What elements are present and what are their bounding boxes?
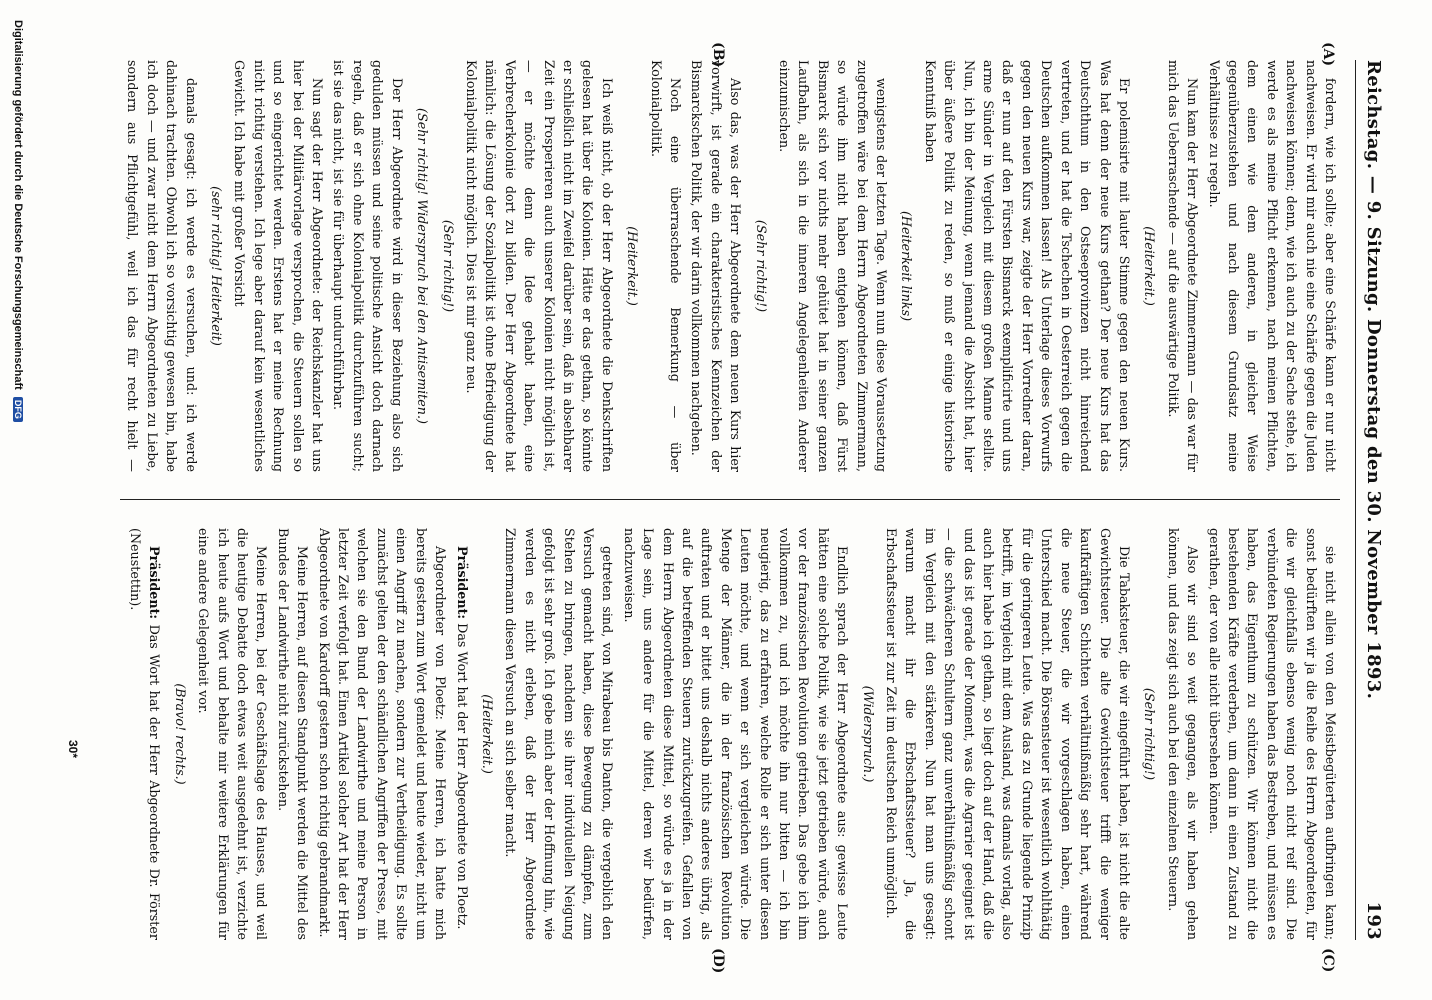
reaction: (Heiterkeit.) xyxy=(479,694,495,774)
reaction: (Bravo! rechts.) xyxy=(172,683,188,785)
digitization-note xyxy=(12,20,24,422)
reaction: (Sehr richtig! Widerspruch bei den Antisemiten.) xyxy=(415,108,431,424)
speech-text: Das Wort hat der Herr Abgeordnete von Ploetz. xyxy=(454,623,470,930)
paragraph: sie nicht allein von den Meistbegüterten aufbringen kann; sonst bedürften wir ja die Reihe des Herrn Abgeordneten, für die wir gleichfalls ebenso wenig noch nicht reif sind. Die verbündeten Regierungen haben das Bestreben, und müssen es haben, das Eigenthum zu schützen. Wir können nicht die bestehenden Kräfte verderben, um dann in einen Zustand zu gerathen, der von alle nicht übersehen können. xyxy=(1206,528,1338,940)
paragraph: damals gesagt: ich werde es versuchen, und: ich werde dahinach trachten. Obwohl ich so vorsichtig gewesen bin, habe ich doch — und zwar nicht dem Herrn Abgeordneten zu Liebe, sondern aus Pflichtgefühl, weil ich das für recht hielt — xyxy=(125,60,199,472)
paragraph: Noch eine überraschende Bemerkung — über Kolonialpolitik. xyxy=(648,60,683,472)
margin-mark-a: (A) xyxy=(1320,42,1336,67)
left-column xyxy=(120,60,1340,472)
paragraph: Die Tabaksteuer, die wir eingeführt haben, ist nicht die alte Gewichtsteuer. Die alte Gewichtsteuer trifft die weniger kaufkräftigen Schichten verhältnißmäßig sehr hart, während die neue Steuer, die wir vorgeschlagen haben, einen Unterschied macht. Die Börsensteuer ist wesentlich wohlthätig für die geringeren Leute. Was das zu Grunde liegende Prinzip betrifft, im Vergleich mit dem Ausland, was damals vorlag, also auch hier habe ich gethan, so liegt doch auf der Hand, daß die und das ist gerade der Moment, was die Agrarier geeignet ist — die schwächeren Schultern ganz unverhältnißmäßig schont im Vergleich mit den stärkeren. Nun hat man uns gesagt: warum macht ihr die Erbschaftssteuer? Ja, die Erbschaftssteuer ist zur Zeit im deutschen Reich unmöglich. xyxy=(884,528,1132,940)
reaction: (sehr richtig! Heiterkeit) xyxy=(209,186,225,346)
running-head: Reichstag. — 9. Sitzung. Donnerstag den 30. November 1893. xyxy=(1363,60,1384,700)
speech-text: Das Wort hat der Herr Abgeordnete Dr. Förster (Neustettin). xyxy=(128,528,163,940)
paragraph: Ich weiß nicht, ob der Herr Abgeordnete die Denkschriften gelesen hat über die Kolonien. Hätte er das gethan, so könnte er schließlich nicht im Zweifel darüber sein, daß in absehbarer Zeit ein Prosperieren auch unserer Kolonien nicht möglich ist, — er möchte denn die Idee gehabt haben, eine Verbrecherkolonie dort zu bilden. Der Herr Abgeordnete hat nämlich: die Lösung der Sozialpolitik ist ohne Befriedigung der Kolonialpolitik nicht möglich. Dies ist mir ganz neu. xyxy=(463,60,615,472)
digitization-text: Digitalisierung gefördert durch die Deutsche Forschungsgemeinschaft xyxy=(12,20,24,390)
paragraph: Er polemisirte mit lauter Stimme gegen den neuen Kurs. Was hat denn der neue Kurs gethan? Der neue Kurs hat das Deutschthum in den Ostseeprovinzen nicht hinreichend vertreten, und er hat die Tschechen in Oesterreich gegen die Deutschen aufkommen lassen! Als Unterlage dieses Vorwurfs gegen den neuen Kurs war, zeigte der Herr Vorredner daran, daß er nun auf den Fürsten Bismarck exemplificirte und uns arme Sünder in Vergleich mit diesem großen Manne stellte. Nun, ich bin der Meinung, wenn jemand die Absicht hat, hier über äußere Politik zu reden, so muß er einige historische Kenntniß haben xyxy=(922,60,1132,472)
margin-mark-b: (B) xyxy=(710,42,726,68)
paragraph xyxy=(120,528,124,940)
speaker-label: Präsident: xyxy=(147,546,163,620)
dfg-logo-icon: DFG xyxy=(13,397,23,422)
paragraph: Meine Herren, auf diesen Standpunkt werden die Mittel des Bundes der Landwirthe nicht zurückstehen. xyxy=(275,528,311,940)
speech xyxy=(126,528,165,940)
paragraph: Meine Herren, bei der Geschäftslage des Hauses, und weil die heutige Debatte doch etwas weit ausgedehnt ist, verzichte ich heute aufs Wort und behalte mir weitere Erklärungen für eine andere Gelegenheit vor. xyxy=(196,528,270,940)
signature-mark: 30* xyxy=(66,740,80,759)
paragraph: Nun kam der Herr Abgeordnete Zimmermann — das war für mich das Ueberraschende — auf die auswärtige Politik. xyxy=(1165,60,1201,472)
reaction: (Widerspruch.) xyxy=(860,685,876,783)
reaction: (Heiterkeit links) xyxy=(899,210,915,322)
page-header xyxy=(1352,60,1392,940)
paragraph: getreten sind, von Mirabeau bis Danton, die vergeblich den Versuch gemacht haben, diese Bewegung zu dämpfen, zum Stehen zu bringen, nachdem sie ihrer individuellen Neigung gefolgt ist sehr groß. Ich gebe mich aber der Hoffnung hin, wie werden es nicht erleben, daß der Herr Abgeordnete Zimmermann diesen Versuch an sich selber macht. xyxy=(503,528,616,940)
paragraph: Der Herr Abgeordnete wird in dieser Beziehung also sich gedulden müssen und seine politische Ansicht doch darnach regeln, daß er sich ohne Kolonialpolitik durchzuführen sucht; ist sie das nicht, ist sie für überhaupt undurchführbar. xyxy=(331,60,405,472)
paragraph: Also das, was der Herr Abgeordnete dem neuen Kurs hier vorwirft, ist gerade ein charakteristisches Kennzeichen der Bismarckschen Politik, der wir darin vollkommen nachgehen. xyxy=(689,60,744,472)
header-rule xyxy=(1355,60,1356,940)
margin-mark-d: (D) xyxy=(710,948,726,974)
paragraph: fordern, wie ich sollte; aber eine Schärfe kann er nur nicht nachweisen. Er wird mir auch nie eine Schärfe gegen die Juden nachweisen können; denn, wie ich auch zu der Sache stehe, ich werde es als meine Pflicht erkennen, nach meinen Pflichten, dem einen wie dem anderen, in gleicher Weise gegenüberzustehen und nach diesem Grundsatz meine Verhältnisse zu regeln. xyxy=(1206,60,1338,472)
paragraph: Also wir sind so weit gegangen, als wir haben gehen können, und das zeigt sich auch bei den einzelnen Steuern. xyxy=(1165,528,1201,940)
reaction: (Heiterkeit.) xyxy=(625,226,641,306)
right-column xyxy=(120,528,1340,940)
paragraph: Abgeordneter von Ploetz: Meine Herren, ich hatte mich bereits gestern zum Wort gemeldet und heute wieder, nicht um einen Angriff zu machen, sondern zur Vertheidigung. Es sollte zunächst gelten der den schändlichen Angriffen der Presse, mit welchen sie den Bund der Landwirthe und meine Person in letzter Zeit verfolgt hat. Einen Artikel solcher Art hat der Herr Abgeordnete von Kardorff gestern schon richtig gebrandmarkt. xyxy=(316,528,449,940)
paragraph: wenigstens der letzten Tage. Wenn nun diese Voraussetzung zugetroffen wäre bei dem Herrn Abgeordneten Zimmermann, so würde ihm nicht haben entgehen können, daß Fürst Bismarck sich vor nichts mehr gehütet hat in seiner ganzen Laufbahn, als sich in die inneren Angelegenheiten Anderer einzumischen. xyxy=(777,60,890,472)
paragraph: Nun sagt der Herr Abgeordnete: der Reichskanzler hat uns hier bei der Militärvorlage versprochen, die Steuern sollen so und so eingerichtet werden. Erstens hat er meine Rechnung nicht richtig verstehen. Ich lege aber darauf kein wesentliches Gewicht. Ich habe mit großer Vorsicht xyxy=(232,60,326,472)
column-divider xyxy=(120,499,1340,500)
reaction: (Heiterkeit.) xyxy=(1142,226,1158,306)
margin-mark-c: (C) xyxy=(1320,948,1336,973)
page-number: 193 xyxy=(1363,901,1384,940)
reaction: (Sehr richtig!) xyxy=(753,219,769,313)
paragraph: Endlich sprach der Herr Abgeordnete aus: gewisse Leute hätten eine solche Politik, wie sie jetzt getrieben würde, auch vor der französischen Revolution getrieben. Das gebe ich ihm vollkommen zu, und ich möchte ihn nur bitten — ich bin neugierig, das zu erfahren, welche Rolle er sich unter diesen Leuten möchte, und wenn er sich vergleichen würde. Die Menge der Männer, die in der französischen Revolution auftraten und er bittet uns deshalb nichts anderes übrig, als auf die betreffenden Steuern zurückzugreifen. Gefallen von dem Herrn Abgeordneten diese Mittel, so würde es ja in der Lage sein, uns andere für die Mittel, deren wir bedürfen, nachzuweisen. xyxy=(621,528,851,940)
speaker-label: Präsident: xyxy=(454,546,470,620)
reaction: (Sehr richtig!) xyxy=(1142,687,1158,781)
reaction: (Sehr richtig!) xyxy=(440,219,456,313)
speech xyxy=(452,528,471,940)
